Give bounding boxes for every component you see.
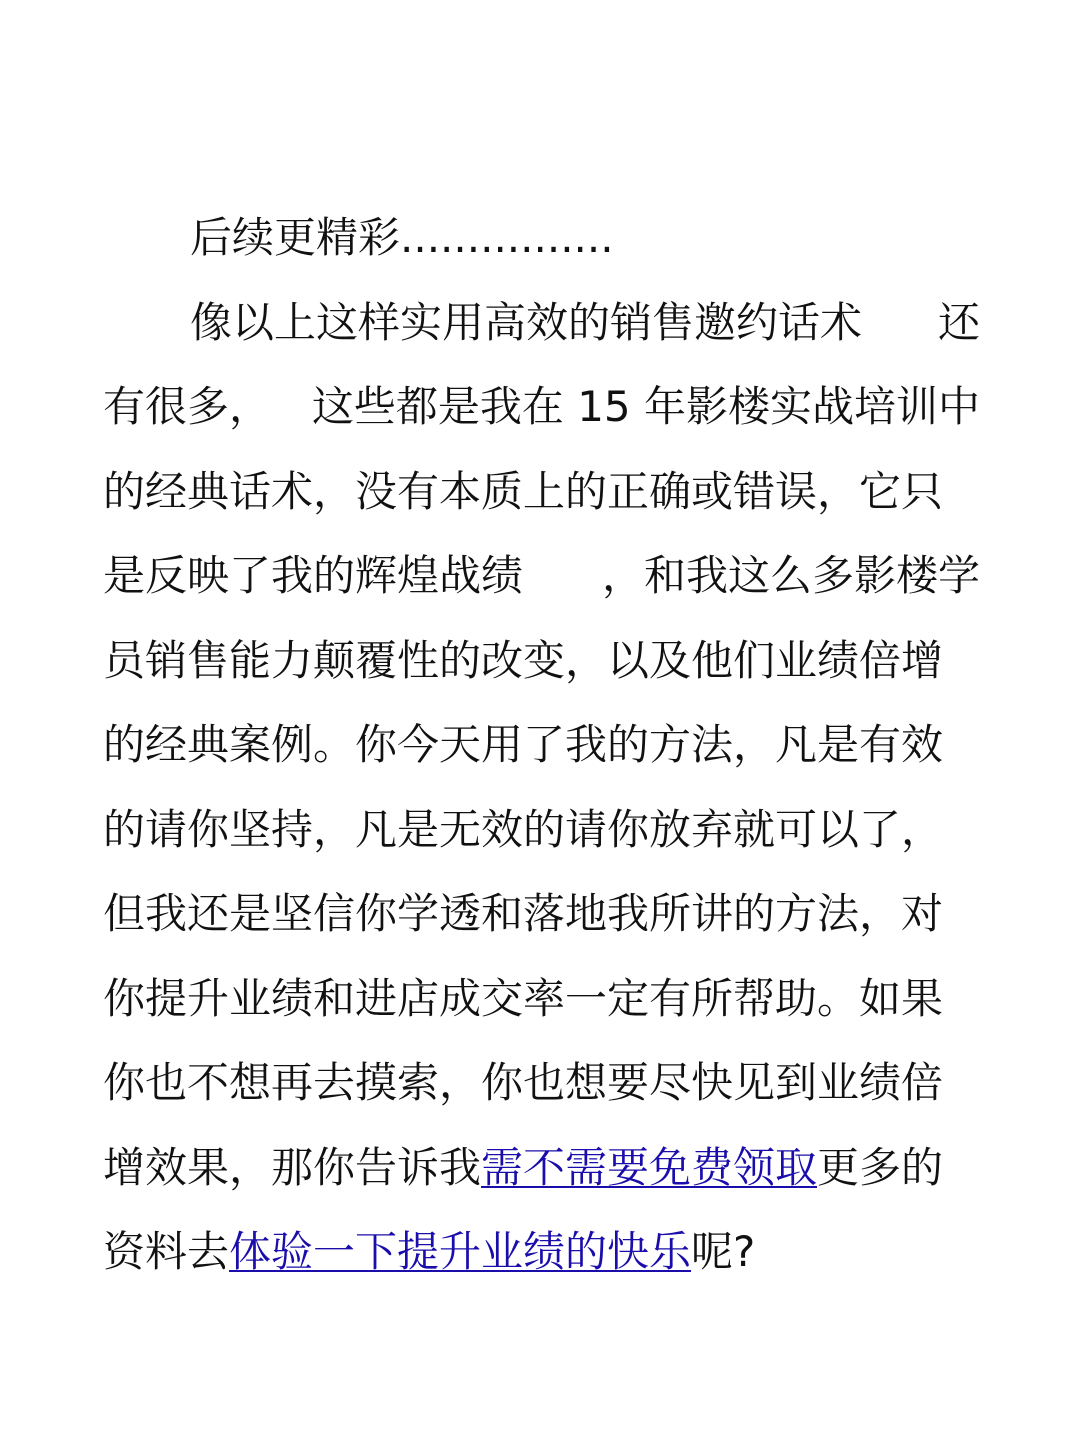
paragraph-line-7 xyxy=(103,788,980,873)
line-8-text: 但我还是坚信你学透和落地我所讲的方法，对 xyxy=(103,889,944,938)
paragraph-line-10 xyxy=(103,1041,980,1126)
paragraph-line-2 xyxy=(103,365,980,450)
heading-line xyxy=(103,196,980,281)
line-4-part-b: ，和我这么多影楼学 xyxy=(601,551,980,600)
line-3-text: 的经典话术，没有本质上的正确或错误，它只 xyxy=(103,466,944,516)
paragraph-line-12 xyxy=(103,1210,980,1295)
line-6-text: 的经典案例。你今天用了我的方法，凡是有效 xyxy=(103,720,944,769)
paragraph-line-5 xyxy=(103,619,980,704)
paragraph-line-9 xyxy=(103,957,980,1042)
paragraph-line-3 xyxy=(103,450,980,535)
line-1-part-a: 像以上这样实用高效的销售邀约话术 xyxy=(190,297,863,347)
paragraph-line-11 xyxy=(103,1126,980,1211)
free-claim-link[interactable]: 需不需要免费领取 xyxy=(481,1142,818,1192)
heading-text: 后续更精彩................ xyxy=(190,213,614,262)
line-12-before: 资料去 xyxy=(103,1227,230,1276)
line-9-text: 你提升业绩和进店成交率一定有所帮助。如果 xyxy=(103,973,944,1023)
line-11-before: 增效果，那你告诉我 xyxy=(103,1142,482,1192)
line-2-part-a: 有很多， xyxy=(103,382,272,431)
line-1-part-b: 还 xyxy=(937,297,980,347)
paragraph-line-1 xyxy=(103,281,980,366)
paragraph-line-4 xyxy=(103,534,980,619)
paragraph-line-6 xyxy=(103,703,980,788)
document-body xyxy=(103,196,980,1295)
line-10-text: 你也不想再去摸索，你也想要尽快见到业绩倍 xyxy=(103,1058,944,1107)
line-7-text: 的请你坚持，凡是无效的请你放弃就可以了， xyxy=(103,804,944,854)
line-11-after: 更多的 xyxy=(817,1142,944,1192)
line-12-after: 呢? xyxy=(691,1227,756,1276)
line-5-text: 员销售能力颠覆性的改变，以及他们业绩倍增 xyxy=(103,635,944,685)
line-4-part-a: 是反映了我的辉煌战绩 xyxy=(103,551,524,600)
experience-link[interactable]: 体验一下提升业绩的快乐 xyxy=(229,1227,692,1276)
line-2-part-b: 这些都是我在 15 年影楼实战培训中 xyxy=(311,382,980,431)
paragraph-line-8 xyxy=(103,872,980,957)
